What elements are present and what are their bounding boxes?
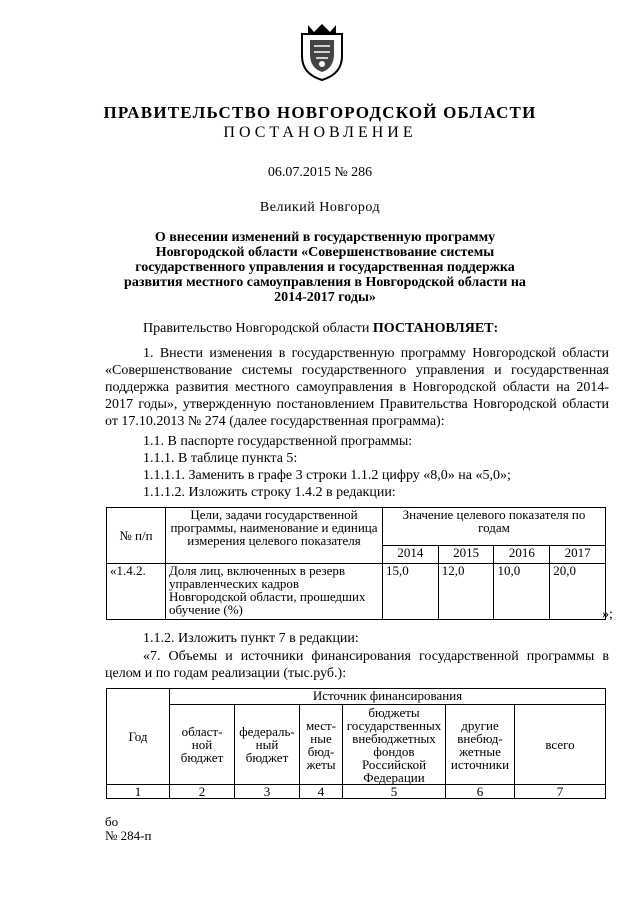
header-num: № п/п <box>107 508 166 564</box>
col-header: федераль-ный бюджет <box>235 705 300 785</box>
item-1-1-2: 1.1.2. Изложить пункт 7 в редакции: <box>143 631 359 646</box>
col-header: другие внебюд-жетные источники <box>446 705 515 785</box>
item-1-1-1-1: 1.1.1.1. Заменить в графе 3 строки 1.1.2 цифру «8,0» на «5,0»; <box>143 468 511 483</box>
header-goals: Цели, задачи государственной программы, наименование и единица измерения целевого показателя <box>166 508 383 564</box>
intro-paragraph: Правительство Новгородской области ПОСТАНОВЛЯЕТ: <box>143 321 499 336</box>
item-1-1-1: 1.1.1. В таблице пункта 5: <box>143 451 298 466</box>
item-1-1: 1.1. В паспорте государственной программы: <box>143 434 413 449</box>
col-header: област-ной бюджет <box>170 705 235 785</box>
coat-of-arms-icon <box>296 22 348 82</box>
col-number: 5 <box>343 785 446 799</box>
date-number: 06.07.2015 № 286 <box>267 165 373 180</box>
col-number: 2 <box>170 785 235 799</box>
document-title: О внесении изменений в государственную программу Новгородской области «Совершенствование системы государственного управления и государственная поддержка развития местного самоуправления в Новгородской области на 2014-2017 годы» <box>124 230 526 305</box>
col-number: 6 <box>446 785 515 799</box>
year-cell: 2015 <box>438 546 494 564</box>
row-number: «1.4.2. <box>107 564 166 620</box>
row-end-mark: »; <box>602 607 613 622</box>
header-value: Значение целевого показателя по годам <box>383 508 606 546</box>
col-number: 4 <box>300 785 343 799</box>
paragraph-1: 1. Внести изменения в государственную программу Новгородской области «Совершенствование системы государственного управления и государственная поддержка развития местного самоуправления в Новгородской области на 2014-2017 годы», утвержденную постановлением Правительства Новгородской области от 17.10.2013 № 274 (далее государственная программа): <box>105 346 609 429</box>
paragraph-7: «7. Объемы и источники финансирования государственной программы в целом и по годам реализации (тыс.руб.): <box>105 649 609 681</box>
value-cell: 15,0 <box>383 564 439 620</box>
government-name: ПРАВИТЕЛЬСТВО НОВГОРОДСКОЙ ОБЛАСТИ <box>103 103 537 122</box>
financing-table <box>106 688 606 799</box>
header-year: Год <box>107 689 170 785</box>
year-cell: 2017 <box>550 546 606 564</box>
value-cell: 20,0 <box>550 564 606 620</box>
col-header: мест-ные бюд-жеты <box>300 705 343 785</box>
col-number: 3 <box>235 785 300 799</box>
year-cell: 2014 <box>383 546 439 564</box>
indicator-table <box>106 507 606 620</box>
header-source: Источник финансирования <box>170 689 606 705</box>
value-cell: 10,0 <box>494 564 550 620</box>
year-cell: 2016 <box>494 546 550 564</box>
city: Великий Новгород <box>259 200 381 215</box>
footer-initials: бо <box>105 814 119 829</box>
row-description: Доля лиц, включенных в резерв управленческих кадров Новгородской области, прошедших обучение (%) <box>166 564 383 620</box>
item-1-1-1-2: 1.1.1.2. Изложить строку 1.4.2 в редакции: <box>143 485 396 500</box>
value-cell: 12,0 <box>438 564 494 620</box>
document-type: ПОСТАНОВЛЕНИЕ <box>223 124 417 141</box>
col-number: 1 <box>107 785 170 799</box>
col-header: всего <box>515 705 606 785</box>
footer-number: № 284-п <box>105 828 152 843</box>
col-number: 7 <box>515 785 606 799</box>
col-header: бюджеты государственных внебюджетных фондов Российской Федерации <box>343 705 446 785</box>
